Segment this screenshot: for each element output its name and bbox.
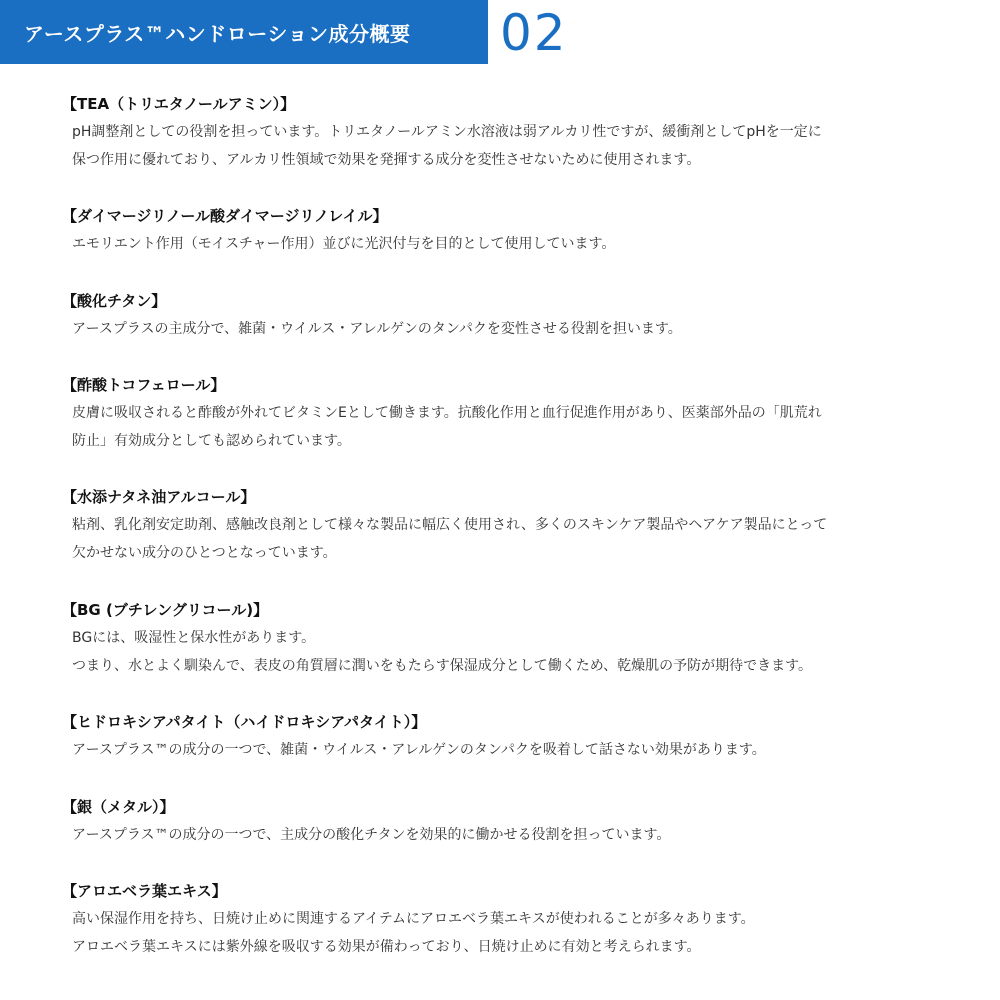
page-title: アースプラス™ハンドローション成分概要 <box>24 21 411 46</box>
ingredient-section-rapeseed-alcohol <box>62 487 942 567</box>
ingredient-heading: 【アロエベラ葉エキス】 <box>62 882 227 900</box>
ingredient-section-silver <box>62 797 942 849</box>
ingredient-description <box>72 315 942 343</box>
description-line: アースプラス™の成分の一つで、主成分の酸化チタンを効果的に働かせる役割を担っています。 <box>72 827 671 843</box>
description-line: 欠かせない成分のひとつとなっています。 <box>72 545 337 561</box>
description-line: 皮膚に吸収されると酢酸が外れてビタミンEとして働きます。抗酸化作用と血行促進作用があり、医薬部外品の「肌荒れ <box>72 405 822 421</box>
description-line: アースプラスの主成分で、雑菌・ウイルス・アレルゲンのタンパクを変性させる役割を担います。 <box>72 321 682 337</box>
ingredient-section-titanium-oxide <box>62 291 942 343</box>
ingredient-heading: 【BG (ブチレングリコール)】 <box>62 601 269 619</box>
description-line: pH調整剤としての役割を担っています。トリエタノールアミン水溶液は弱アルカリ性ですが、緩衝剤としてpHを一定に <box>72 124 822 140</box>
ingredient-description <box>72 736 942 764</box>
ingredient-section-hydroxyapatite <box>62 712 942 764</box>
description-line: 高い保湿作用を持ち、日焼け止めに関連するアイテムにアロエベラ葉エキスが使われることが多々あります。 <box>72 911 755 927</box>
ingredient-heading: 【ヒドロキシアパタイト（ハイドロキシアパタイト）】 <box>62 713 427 731</box>
ingredient-description <box>72 905 942 961</box>
ingredient-section-tea <box>62 94 942 174</box>
ingredient-description <box>72 624 942 680</box>
ingredient-description <box>72 118 942 174</box>
description-line: アロエベラ葉エキスには紫外線を吸収する効果が備わっており、日焼け止めに有効と考えられます。 <box>72 939 701 955</box>
ingredient-description <box>72 230 942 258</box>
ingredient-heading: 【TEA（トリエタノールアミン）】 <box>62 95 296 113</box>
ingredient-section-bg <box>62 600 942 680</box>
ingredient-description <box>72 511 942 567</box>
ingredient-section-tocopheryl-acetate <box>62 375 942 455</box>
description-line: エモリエント作用（モイスチャー作用）並びに光沢付与を目的として使用しています。 <box>72 236 616 252</box>
description-line: 防止」有効成分としても認められています。 <box>72 433 351 449</box>
description-line: 保つ作用に優れており、アルカリ性領域で効果を発揮する成分を変性させないために使用されます。 <box>72 152 701 168</box>
ingredient-section-dimer-dilinoleyl <box>62 206 942 258</box>
description-line: アースプラス™の成分の一つで、雑菌・ウイルス・アレルゲンのタンパクを吸着して話さない効果があります。 <box>72 742 766 758</box>
ingredient-heading: 【酢酸トコフェロール】 <box>62 376 226 394</box>
ingredient-description <box>72 821 942 849</box>
header-bar <box>0 0 488 64</box>
ingredient-heading: 【ダイマージリノール酸ダイマージリノレイル】 <box>62 207 388 225</box>
ingredient-section-aloe-vera <box>62 881 942 961</box>
ingredient-heading: 【水添ナタネ油アルコール】 <box>62 488 256 506</box>
description-line: BGには、吸湿性と保水性があります。 <box>72 630 316 646</box>
description-line: 粘剤、乳化剤安定助剤、感触改良剤として様々な製品に幅広く使用され、多くのスキンケア製品やヘアケア製品にとって <box>72 517 828 533</box>
ingredient-heading: 【酸化チタン】 <box>62 292 167 310</box>
ingredient-heading: 【銀（メタル）】 <box>62 798 175 816</box>
description-line: つまり、水とよく馴染んで、表皮の角質層に潤いをもたらす保湿成分として働くため、乾燥肌の予防が期待できます。 <box>72 658 813 674</box>
page-number: 02 <box>500 4 568 62</box>
ingredient-description <box>72 399 942 455</box>
